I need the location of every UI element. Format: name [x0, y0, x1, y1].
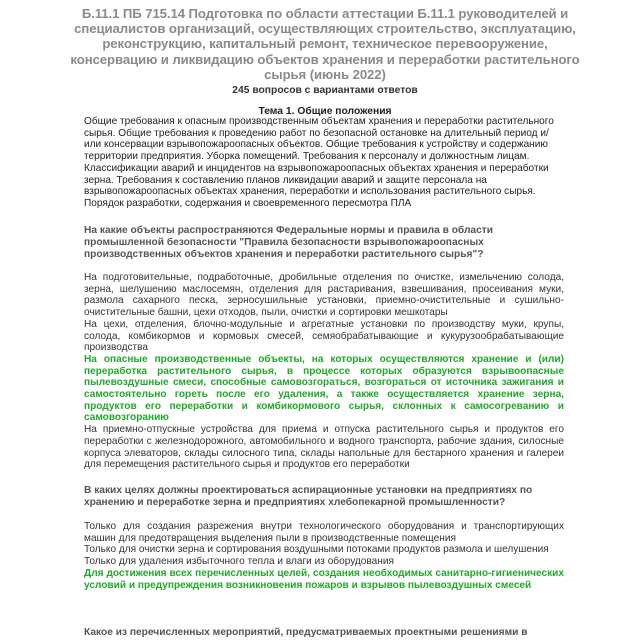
document-subtitle: 245 вопросов с вариантами ответов	[232, 85, 418, 96]
answer-1-2: На цехи, отделения, блочно-модульные и агрегатные установки по производству муки, крупы, солода, комбикормов и кормовых смесей, семяобрабатывающие и кукурузообрабатывающие производства	[84, 318, 564, 354]
question-2: В каких целях должны проектироваться аспирационные установки на предприятиях по хранению и переработке зерна и предприятиях хлебопекарной промышленности?	[84, 485, 533, 509]
answer-1-1: На подготовительные, подработочные, дробильные отделения по очистке, измельчению солода, зерна, шелушению маслосемян, отделения для растаривания, взвешивания, просеивания муки, размола сахарного песка, зерносушильные установки, приемно-очистительные и сушильно-очистительные башни, цехи отходов, пыли, очистки и сортировки мешкотары	[84, 272, 564, 319]
answer-2-4-correct: Для достижения всех перечисленных целей, создания необходимых санитарно-гигиенических условий и предупреждения возникновения пожаров и взрывов пылевоздушных смесей	[84, 567, 564, 591]
topic-heading: Тема 1. Общие положения	[258, 106, 392, 117]
question-1: На какие объекты распространяются Федеральные нормы и правила в области промышленной безопасности "Правила безопасности взрывопожароопасных производственных объектов хранения и переработки растительного сырья"?	[84, 225, 494, 261]
topic-description: Общие требования к опасным производственным объектам хранения и переработки растительного сырья. Общие требования к проведению работ по безопасной остановке на длительный период и/или консервации взрывопожароопасных объектов. Общие требования к устройству и содержанию территории предприятия. Уборка помещений. Требования к персоналу и должностным лицам. Классификации аварий и инцидентов на взрывопожароопасных объектах хранения и переработки зерна. Требования к составлению планов ликвидации аварий и защите персонала на взрывопожароопасных объектах хранения, переработки и использования растительного сырья. Порядок разработки, содержания и своевременного пересмотра ПЛА	[84, 116, 554, 209]
answer-1-4: На приемно-отпускные устройства для приема и отпуска растительного сырья и продуктов его переработки с железнодорожного, автомобильного и водного транспорта, рабочие здания, силосные корпуса элеваторов, склады силосного типа, склады напольные для бестарного хранения и галереи для перемещения растительного сырья и продуктов его переработки	[84, 424, 564, 471]
answer-1-3-correct: На опасные производственные объекты, на которых осуществляются хранение и (или) переработка растительного сырья, в процессе которых образуются взрывоопасные пылевоздушные смеси, способные самовозгораться, возгораться от источника зажигания и самостоятельно гореть после его удаления, а также осуществляется хранение зерна, продуктов его переработки и комбикормового сырья, склонных к самосогреванию и самовозгоранию	[84, 353, 564, 424]
answer-2-3: Только для удаления избыточного тепла и влаги из оборудования	[84, 556, 394, 568]
question-3: Какое из перечисленных мероприятий, предусматриваемых проектными решениями в	[84, 627, 528, 638]
answer-2-1: Только для создания разрежения внутри технологического оборудования и транспортирующих машин для предотвращения выделения пыли в производственные помещения	[84, 521, 564, 544]
answers-2	[84, 521, 564, 591]
answer-2-2: Только для очистки зерна и сортирования воздушными потоками продуктов размола и шелушения	[84, 544, 549, 556]
answers-1	[84, 272, 564, 471]
document-title: Б.11.1 ПБ 715.14 Подготовка по области аттестации Б.11.1 руководителей и специалистов организаций, осуществляющих строительство, эксплуатацию, реконструкцию, капитальный ремонт, техническое перевооружение, консервацию и ликвидацию объектов хранения и переработки растительного сырья (июнь 2022)	[70, 6, 580, 82]
